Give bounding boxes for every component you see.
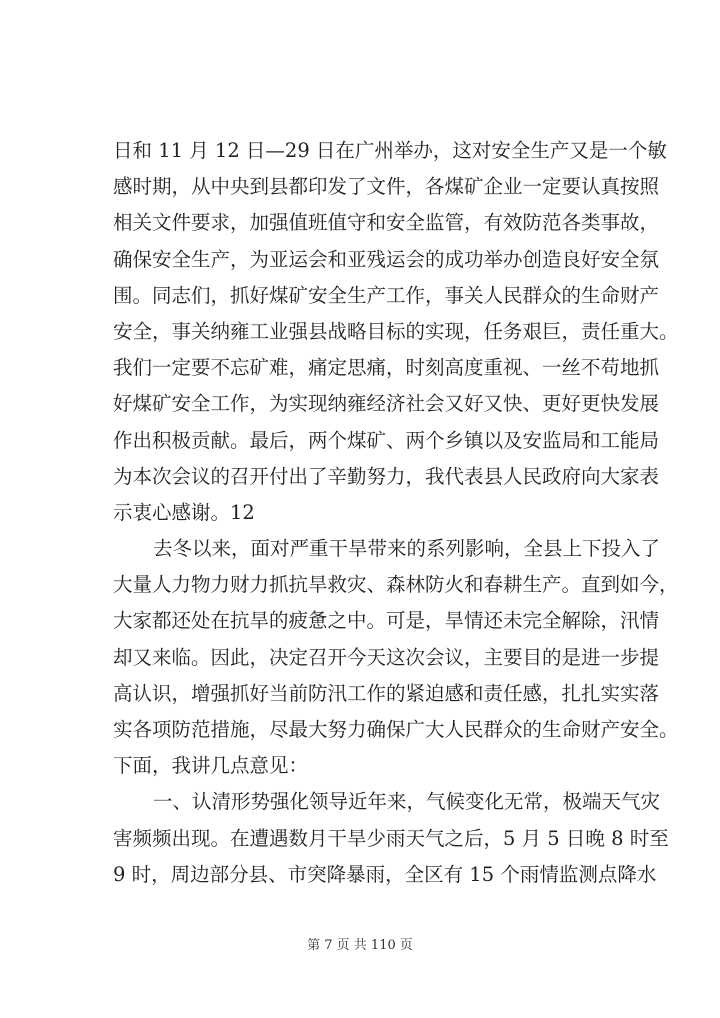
text-line: 去冬以来，面对严重干旱带来的系列影响，全县上下投入了 (153, 537, 661, 561)
text-line: 确保安全生产，为亚运会和亚残运会的成功举办创造良好安全氛 (113, 247, 660, 271)
text-line: 好煤矿安全工作，为实现纳雍经济社会又好又快、更好更快发展 (113, 392, 660, 416)
text-line: 作出积极贡献。最后，两个煤矿、两个乡镇以及安监局和工能局 (113, 428, 660, 452)
page-footer: 第 7 页 共 110 页 (307, 938, 413, 953)
text-line: 9 时，周边部分县、市突降暴雨，全区有 15 个雨情监测点降水 (113, 862, 657, 886)
text-line: 感时期，从中央到县都印发了文件，各煤矿企业一定要认真按照 (113, 175, 660, 199)
text-line: 大家都还处在抗旱的疲惫之中。可是，旱情还未完全解除，汛情 (113, 609, 660, 633)
text-line: 一、认清形势强化领导近年来，气候变化无常，极端天气灾 (153, 790, 661, 814)
text-line: 我们一定要不忘矿难，痛定思痛，时刻高度重视、一丝不苟地抓 (113, 356, 660, 380)
text-line: 日和 11 月 12 日—29 日在广州举办，这对安全生产又是一个敏 (113, 139, 667, 162)
text-line: 为本次会议的召开付出了辛勤努力，我代表县人民政府向大家表 (113, 464, 660, 488)
text-line: 安全，事关纳雍工业强县战略目标的实现，任务艰巨，责任重大。 (113, 319, 679, 343)
text-line: 大量人力物力财力抓抗旱救灾、森林防火和春耕生产。直到如今， (113, 573, 679, 597)
text-line: 示衷心感谢。12 (113, 500, 255, 524)
text-line: 相关文件要求，加强值班值守和安全监管，有效防范各类事故， (113, 211, 660, 235)
text-line: 高认识，增强抓好当前防汛工作的紧迫感和责任感，扎扎实实落 (113, 681, 660, 705)
text-line: 实各项防范措施，尽最大努力确保广大人民群众的生命财产安全。 (113, 718, 679, 741)
document-body (113, 133, 679, 893)
text-line: 下面，我讲几点意见： (113, 754, 309, 778)
text-line: 却又来临。因此，决定召开今天这次会议，主要目的是进一步提 (113, 645, 660, 669)
text-line: 害频频出现。在遭遇数月干旱少雨天气之后，5 月 5 日晚 8 时至 (113, 826, 669, 850)
text-line: 围。同志们，抓好煤矿安全生产工作，事关人民群众的生命财产 (113, 283, 660, 307)
